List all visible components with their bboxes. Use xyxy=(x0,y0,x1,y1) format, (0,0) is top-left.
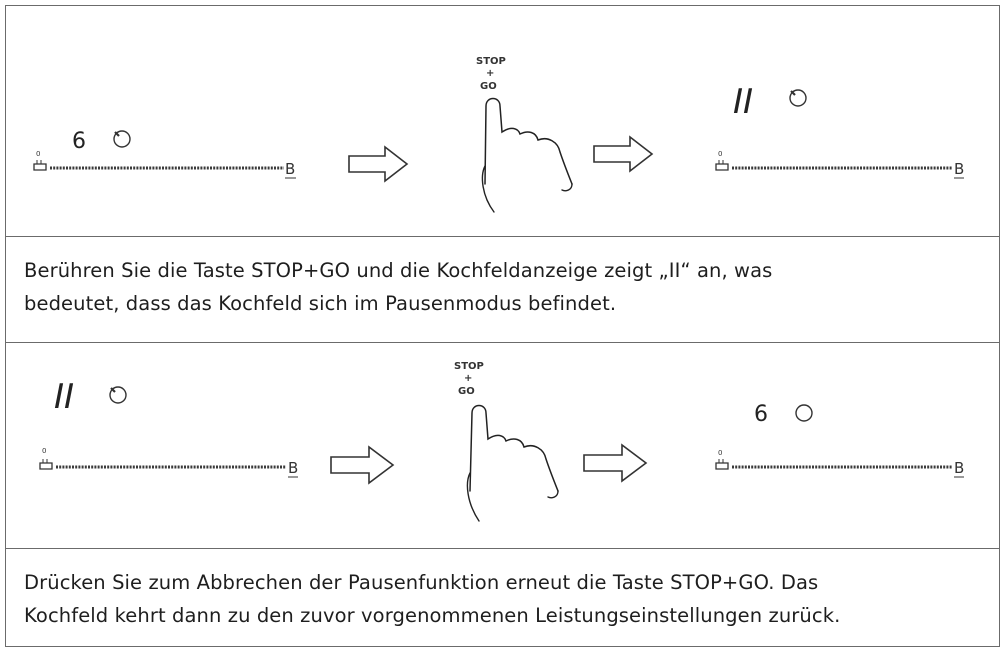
power-ring-icon xyxy=(796,405,812,421)
pot-icon xyxy=(716,459,728,469)
step-2-diagram xyxy=(6,343,999,548)
divider xyxy=(5,236,1000,237)
power-ring-icon xyxy=(790,90,806,106)
stop-go-label-plus: + xyxy=(486,68,495,79)
slider-min-label: 0 xyxy=(718,150,723,158)
caption-line: Drücken Sie zum Abbrechen der Pausenfunktion erneut die Taste STOP+GO. Das xyxy=(24,571,819,594)
step-2-svg xyxy=(6,343,999,548)
slider-control xyxy=(716,449,964,477)
power-ring-icon xyxy=(110,387,126,403)
finger-press-icon xyxy=(482,99,572,213)
divider xyxy=(5,548,1000,549)
step-1-diagram xyxy=(6,6,999,236)
power-level-display: 6 xyxy=(72,129,86,154)
slider-max-label: B xyxy=(954,459,965,477)
step-2-caption xyxy=(24,566,984,632)
slider-max-label: B xyxy=(954,160,965,178)
caption-line: Kochfeld kehrt dann zu den zuvor vorgenommenen Leistungseinstellungen zurück. xyxy=(24,604,841,627)
stop-go-label-top: STOP xyxy=(476,56,506,67)
hollow-right-arrow-icon xyxy=(594,137,652,171)
pot-icon xyxy=(40,459,52,469)
caption-line: bedeutet, dass das Kochfeld sich im Pausenmodus befindet. xyxy=(24,292,617,315)
slider-max-label: B xyxy=(285,160,296,178)
hollow-right-arrow-icon xyxy=(331,447,393,483)
finger-press-icon xyxy=(467,406,558,522)
step-1-caption xyxy=(24,254,984,320)
caption-line: Berühren Sie die Taste STOP+GO und die Kochfeldanzeige zeigt „II“ an, was xyxy=(24,259,773,282)
pause-display: II xyxy=(54,377,75,417)
power-ring-icon xyxy=(114,131,130,147)
slider-min-label: 0 xyxy=(42,447,47,455)
slider-min-label: 0 xyxy=(36,150,41,158)
stop-go-label-plus: + xyxy=(464,373,473,384)
slider-min-label: 0 xyxy=(718,449,723,457)
slider-control xyxy=(716,150,964,178)
power-level-display: 6 xyxy=(754,402,768,427)
slider-control xyxy=(40,447,298,477)
slider-max-label: B xyxy=(288,459,299,477)
pot-icon xyxy=(716,160,728,170)
step-1-svg xyxy=(6,6,999,236)
stop-go-label-top: STOP xyxy=(454,361,484,372)
stop-go-label-bottom: GO xyxy=(458,386,475,397)
pot-icon xyxy=(34,160,46,170)
hollow-right-arrow-icon xyxy=(584,445,646,481)
stop-go-label-bottom: GO xyxy=(480,81,497,92)
slider-control xyxy=(34,150,296,178)
pause-display: II xyxy=(733,82,754,122)
hollow-right-arrow-icon xyxy=(349,147,407,181)
